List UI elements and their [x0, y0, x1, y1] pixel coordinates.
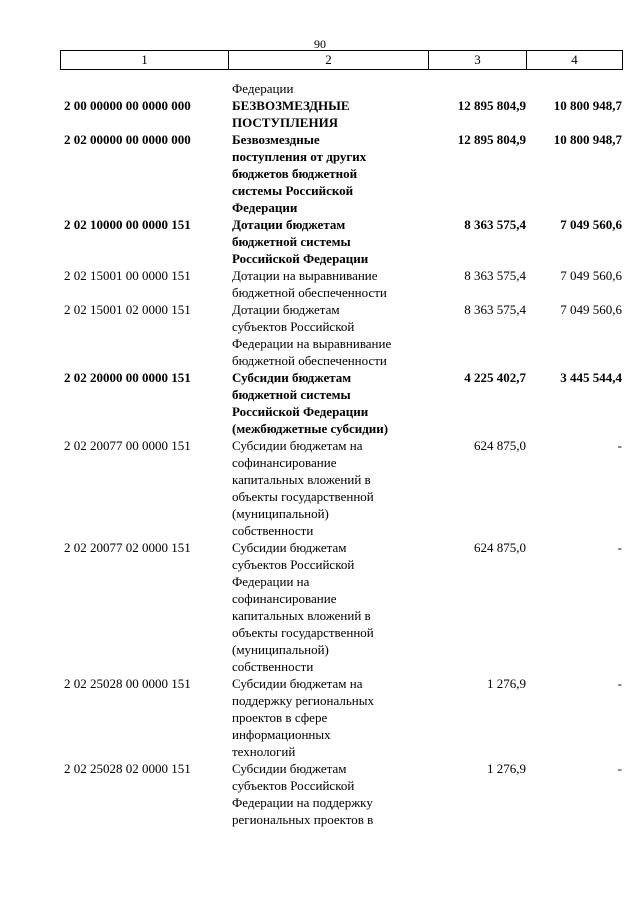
revenue-name-line: (муниципальной)	[232, 642, 329, 657]
revenue-name-line: бюджетной системы	[232, 387, 351, 402]
revenue-name	[228, 267, 428, 301]
revenue-name-line: Субсидии бюджетам	[232, 370, 352, 385]
table-row	[60, 675, 630, 760]
revenue-name-line: Федерации	[232, 200, 298, 215]
column-header-1: 1	[61, 51, 229, 70]
revenue-name-line: капитальных вложений в	[232, 608, 371, 623]
amount-column-4: -	[617, 676, 622, 691]
amount-column-3: 8 363 575,4	[464, 302, 526, 317]
revenue-name-line: Субсидии бюджетам на	[232, 438, 363, 453]
amount-column-3: 624 875,0	[474, 540, 526, 555]
revenue-name-line: субъектов Российской	[232, 319, 355, 334]
classification-code: 2 02 15001 02 0000 151	[64, 302, 191, 317]
amount-column-4: 10 800 948,7	[553, 132, 622, 147]
classification-code: 2 02 20077 02 0000 151	[64, 540, 191, 555]
classification-code: 2 02 20077 00 0000 151	[64, 438, 191, 453]
revenue-name-line: Субсидии бюджетам на	[232, 676, 363, 691]
revenue-name-line: Дотации бюджетам	[232, 217, 346, 232]
table-row	[60, 80, 630, 97]
amount-column-3: 12 895 804,9	[457, 98, 526, 113]
revenue-name-line: Федерации на	[232, 574, 310, 589]
revenue-name-line: Российской Федерации	[232, 404, 369, 419]
amount-column-3: 12 895 804,9	[457, 132, 526, 147]
column-header-4: 4	[527, 51, 623, 70]
revenue-name	[228, 216, 428, 267]
amount-column-4: 7 049 560,6	[560, 268, 622, 283]
column-header-row	[61, 51, 623, 70]
amount-column-4: 7 049 560,6	[560, 302, 622, 317]
revenue-name-line: капитальных вложений в	[232, 472, 371, 487]
table-row	[60, 267, 630, 301]
revenue-name	[228, 539, 428, 675]
column-header-table	[60, 50, 623, 70]
revenue-name-line: системы Российской	[232, 183, 354, 198]
revenue-name-line: Российской Федерации	[232, 251, 369, 266]
revenue-name-line: ПОСТУПЛЕНИЯ	[232, 115, 339, 130]
revenue-name-line: объекты государственной	[232, 489, 374, 504]
amount-column-4: -	[617, 761, 622, 776]
revenue-name-line: Субсидии бюджетам	[232, 540, 347, 555]
revenue-name	[228, 97, 428, 131]
table-row	[60, 131, 630, 216]
amount-column-4: -	[617, 540, 622, 555]
amount-column-4: -	[617, 438, 622, 453]
classification-code: 2 02 25028 00 0000 151	[64, 676, 191, 691]
classification-code: 2 02 10000 00 0000 151	[64, 217, 191, 232]
revenue-name-line: Дотации на выравнивание	[232, 268, 378, 283]
amount-column-3: 4 225 402,7	[464, 370, 526, 385]
page-number: 90	[314, 37, 326, 51]
revenue-name-line: субъектов Российской	[232, 778, 355, 793]
revenue-name-line: технологий	[232, 744, 296, 759]
revenue-name-line: поддержку региональных	[232, 693, 374, 708]
revenue-name-line: региональных проектов в	[232, 812, 374, 827]
revenue-name-line: (межбюджетные субсидии)	[232, 421, 389, 436]
revenue-name-line: софинансирование	[232, 591, 337, 606]
revenue-name-line: информационных	[232, 727, 331, 742]
revenue-name-line: собственности	[232, 523, 314, 538]
revenue-name	[228, 675, 428, 760]
revenue-name	[228, 80, 428, 97]
table-row	[60, 539, 630, 675]
revenue-name-line: субъектов Российской	[232, 557, 355, 572]
table-row	[60, 97, 630, 131]
revenue-name	[228, 369, 428, 437]
amount-column-4: 3 445 544,4	[560, 370, 622, 385]
classification-code: 2 02 25028 02 0000 151	[64, 761, 191, 776]
revenue-name-line: (муниципальной)	[232, 506, 329, 521]
classification-code: 2 02 15001 00 0000 151	[64, 268, 191, 283]
table-row	[60, 437, 630, 539]
revenue-name	[228, 760, 428, 828]
revenue-name-line: объекты государственной	[232, 625, 374, 640]
revenue-name-line: собственности	[232, 659, 314, 674]
classification-code: 2 00 00000 00 0000 000	[64, 98, 191, 113]
amount-column-3: 1 276,9	[487, 761, 526, 776]
revenue-name-line: проектов в сфере	[232, 710, 328, 725]
amount-column-3: 8 363 575,4	[464, 268, 526, 283]
classification-code: 2 02 20000 00 0000 151	[64, 370, 191, 385]
revenue-name	[228, 131, 428, 216]
revenue-name-line: бюджетов бюджетной	[232, 166, 358, 181]
revenue-name-line: Безвозмездные	[232, 132, 320, 147]
amount-column-4: 7 049 560,6	[560, 217, 622, 232]
revenue-name-line: Федерации на поддержку	[232, 795, 373, 810]
revenue-name-line: Дотации бюджетам	[232, 302, 340, 317]
revenue-name-line: поступления от других	[232, 149, 367, 164]
table-row	[60, 369, 630, 437]
amount-column-3: 1 276,9	[487, 676, 526, 691]
revenue-name	[228, 437, 428, 539]
revenue-name-line: Субсидии бюджетам	[232, 761, 347, 776]
revenue-name-line: бюджетной обеспеченности	[232, 285, 387, 300]
revenue-name-line: софинансирование	[232, 455, 337, 470]
table-row	[60, 301, 630, 369]
column-header-2: 2	[229, 51, 429, 70]
revenue-name-line: бюджетной системы	[232, 234, 351, 249]
amount-column-3: 624 875,0	[474, 438, 526, 453]
table-row	[60, 216, 630, 267]
amount-column-4: 10 800 948,7	[553, 98, 622, 113]
revenue-name	[228, 301, 428, 369]
budget-rows	[60, 80, 630, 828]
amount-column-3: 8 363 575,4	[464, 217, 526, 232]
classification-code: 2 02 00000 00 0000 000	[64, 132, 191, 147]
revenue-name-line: БЕЗВОЗМЕЗДНЫЕ	[232, 98, 350, 113]
revenue-name-line: Федерации на выравнивание	[232, 336, 392, 351]
column-header-3: 3	[429, 51, 527, 70]
table-row	[60, 760, 630, 828]
revenue-name-line: бюджетной обеспеченности	[232, 353, 387, 368]
revenue-name-line: Федерации	[232, 81, 294, 96]
